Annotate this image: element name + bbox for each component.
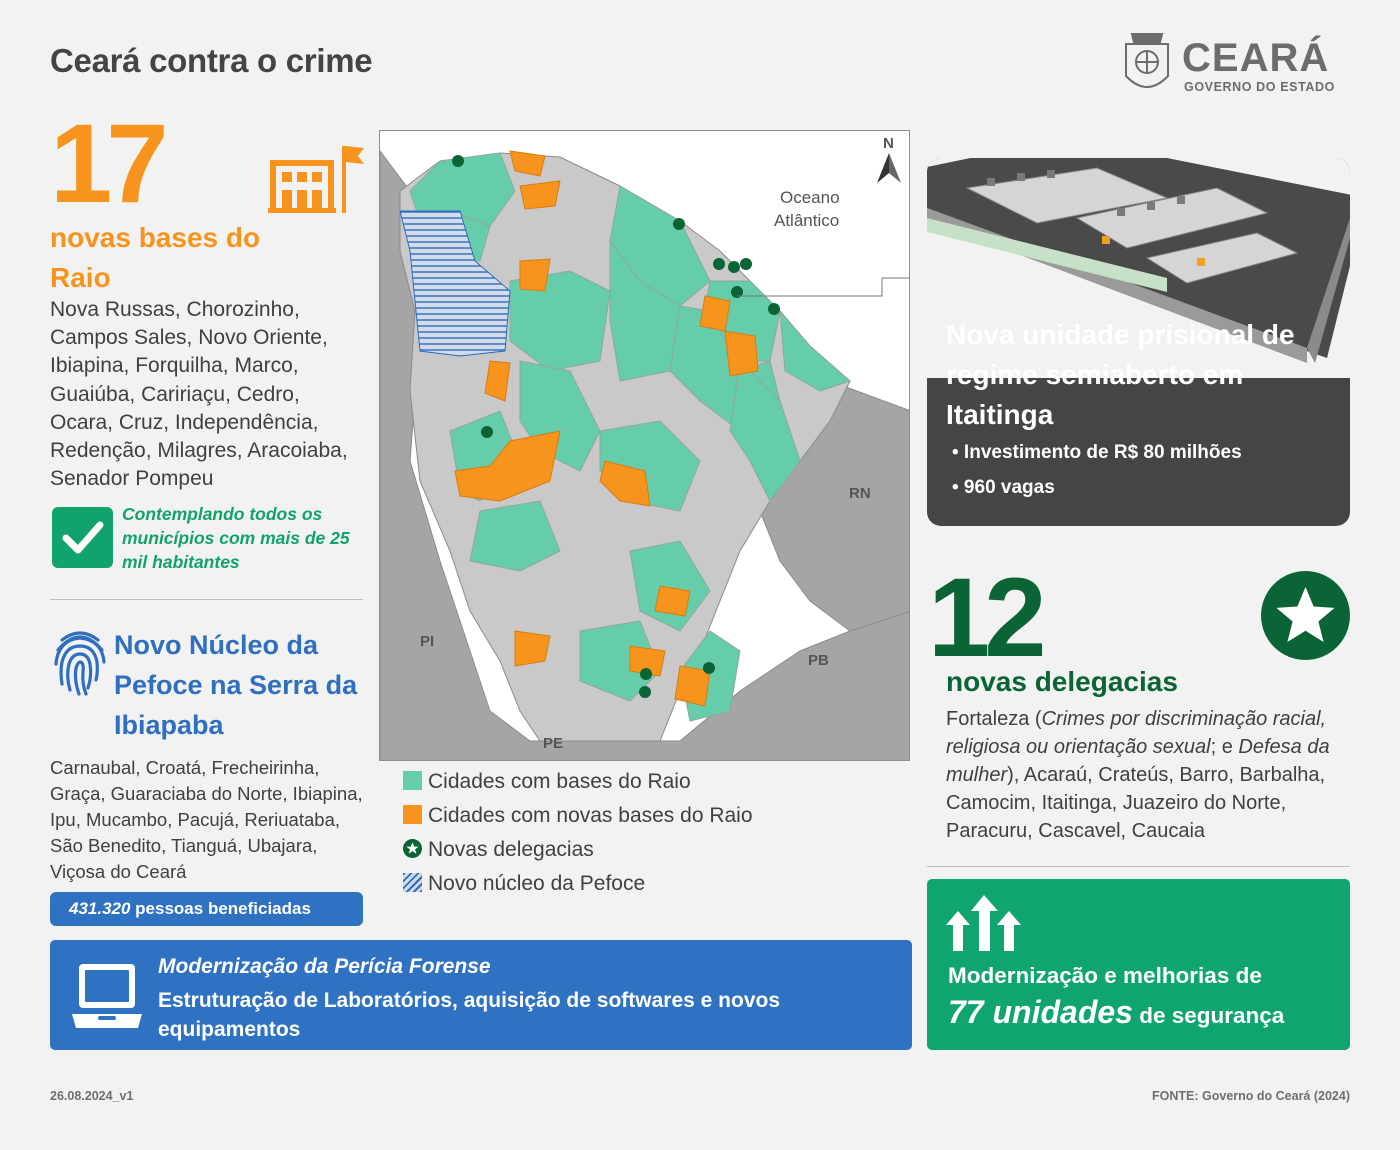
building-with-flag-icon (268, 142, 365, 214)
north-arrow-icon (877, 153, 901, 183)
coat-of-arms-icon (1126, 34, 1168, 87)
check-icon (52, 507, 113, 568)
delegacias-text-part: ), Acaraú, Crateús, Barro, Barbalha, Camocim, Itaitinga, Juazeiro do Norte, Paracuru, Cascavel, Caucaia (946, 764, 1326, 842)
pefoce-title: Novo Núcleo da Pefoce na Serra da Ibiapaba (114, 630, 358, 740)
north-label: N (883, 135, 894, 152)
delegacias-text-part: ; e (1210, 736, 1239, 758)
star-icon (403, 839, 422, 858)
prison-investment: • Investimento de R$ 80 milhões (952, 442, 1242, 463)
legend-swatch (403, 771, 422, 790)
legend-swatch (403, 805, 422, 824)
legend-item-raio (403, 770, 803, 794)
version-label: 26.08.2024_v1 (50, 1089, 134, 1103)
divider (50, 599, 363, 600)
raio-number: 17 (50, 101, 163, 226)
beneficiadas-number: 431.320 (69, 899, 131, 918)
forense-text: Estruturação de Laboratórios, aquisição de softwares e novos equipamentos (158, 989, 781, 1041)
delegacias-number: 12 (928, 555, 1041, 680)
logo-name: CEARÁ (1182, 36, 1330, 80)
fingerprint-icon (52, 628, 108, 698)
raio-regions (410, 153, 850, 721)
state-label-pi: PI (420, 633, 435, 650)
legend-swatch (403, 873, 422, 892)
ocean-label-2: Atlântico (774, 211, 840, 230)
legend-item-delegacias (403, 838, 803, 862)
units-number: 77 unidades (948, 994, 1133, 1030)
star-badge-icon (1261, 571, 1350, 660)
ocean-label: Oceano (780, 188, 840, 207)
pefoce-cities: Carnaubal, Croatá, Frecheirinha, Graça, Guaraciaba do Norte, Ibiapina, Ipu, Mucambo, Pacujá, Reriuataba, São Benedito, Tianguá, Ubajara, Viçosa do Ceará (50, 757, 363, 882)
source-label: FONTE: Governo do Ceará (2024) (1152, 1089, 1350, 1103)
legend-label: Novas delegacias (428, 838, 594, 861)
legend-label: Cidades com bases do Raio (428, 770, 691, 793)
page-title: Ceará contra o crime (50, 42, 373, 79)
arrows-up-icon (946, 893, 1022, 953)
legend-label: Novo núcleo da Pefoce (428, 872, 646, 895)
delegacias-text (946, 705, 1351, 845)
legend-item-novas-raio (403, 804, 803, 828)
delegacias-text-italic: Defesa da mulher (946, 736, 1330, 786)
delegacias-title: novas delegacias (946, 666, 1178, 697)
units-line2 (948, 994, 1284, 1031)
divider (927, 866, 1350, 867)
check-text: Contemplando todos os municípios com mais de 25 mil habitantes (122, 504, 350, 572)
state-label-pe: PE (543, 735, 564, 752)
ceara-map (379, 130, 910, 761)
beneficiadas-label: pessoas beneficiadas (130, 899, 311, 918)
logo-subtitle: GOVERNO DO ESTADO (1184, 80, 1335, 94)
prison-title: Nova unidade prisional de regime semiaberto em Itaitinga (946, 319, 1295, 430)
legend-label: Cidades com novas bases do Raio (428, 804, 753, 827)
units-line1: Modernização e melhorias de (948, 963, 1262, 988)
delegacias-text-italic: Crimes por discriminação racial, religiosa ou orientação sexual (946, 708, 1327, 758)
legend-item-pefoce (403, 872, 803, 896)
laptop-icon (70, 962, 144, 1030)
raio-cities: Nova Russas, Chorozinho, Campos Sales, Novo Oriente, Ibiapina, Forquilha, Marco, Guaiúba, Caririaçu, Cedro, Ocara, Cruz, Independência, Redenção, Milagres, Aracoiaba, Senador Pompeu (50, 298, 348, 491)
units-suffix: de segurança (1132, 1003, 1285, 1028)
map-svg (380, 131, 910, 761)
delegacias-text-part: Fortaleza ( (946, 708, 1042, 730)
state-label-pb: PB (808, 652, 829, 669)
state-label-rn: RN (849, 485, 871, 502)
beneficiadas-badge (50, 892, 363, 926)
forense-title: Modernização da Perícia Forense (158, 955, 491, 978)
prison-vagas: • 960 vagas (952, 477, 1055, 498)
raio-title: novas bases do Raio (50, 222, 261, 293)
